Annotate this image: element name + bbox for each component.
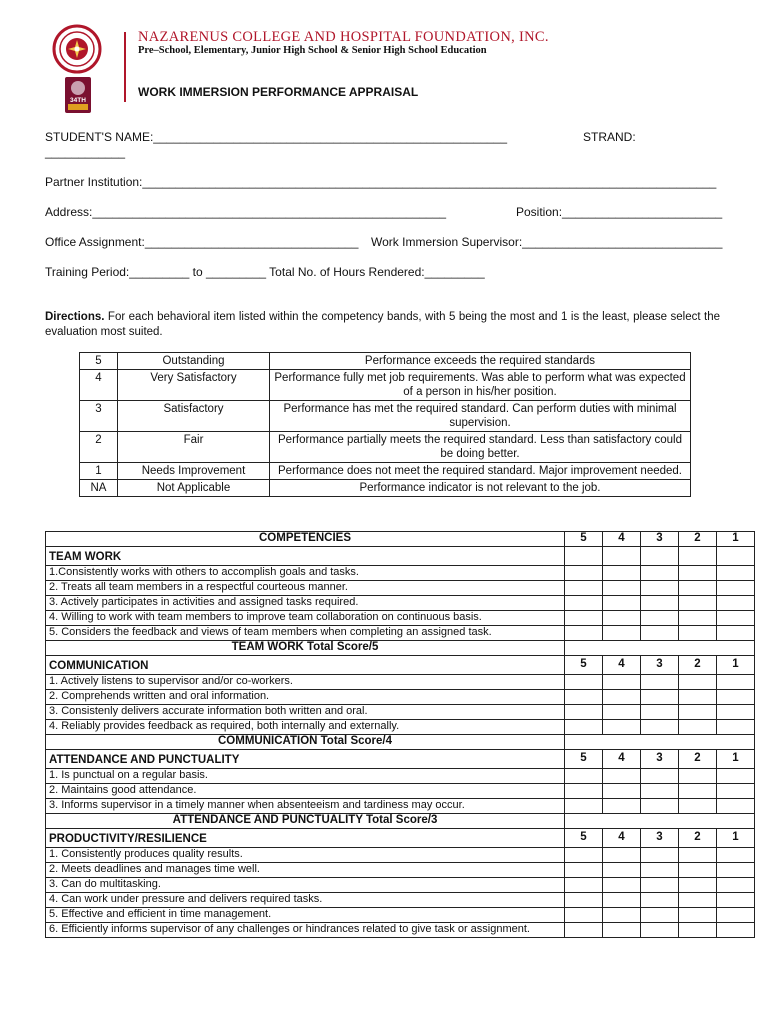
rating-description: Performance has met the required standard. Can perform duties with minimal supervision. <box>270 401 691 432</box>
rating-label: Satisfactory <box>118 401 270 432</box>
directions-text: For each behavioral item listed within the competency bands, with 5 being the most and 1 is the least, please select the evaluation most suited. <box>45 311 720 338</box>
training-period-field[interactable]: Training Period:_________ to _________ Total No. of Hours Rendered:_________ <box>45 265 485 279</box>
competency-item: 3. Informs supervisor in a timely manner when absenteeism and tardiness may occur. <box>46 799 565 814</box>
total-score-cell[interactable] <box>565 735 755 750</box>
score-cell[interactable] <box>679 690 717 705</box>
score-cell[interactable] <box>679 784 717 799</box>
score-cell[interactable] <box>641 690 679 705</box>
score-cell[interactable] <box>679 547 717 566</box>
score-cell[interactable] <box>641 908 679 923</box>
score-cell[interactable] <box>603 878 641 893</box>
student-name-field[interactable]: STUDENT'S NAME:_____________________________________________________ <box>45 130 508 144</box>
rating-score: 2 <box>80 432 118 463</box>
score-header-2: 2 <box>679 750 717 769</box>
header-divider <box>124 32 126 102</box>
table-row <box>46 675 755 690</box>
score-cell[interactable] <box>565 705 603 720</box>
score-cell[interactable] <box>565 784 603 799</box>
score-cell[interactable] <box>603 720 641 735</box>
score-header-5: 5 <box>565 532 603 547</box>
score-cell[interactable] <box>565 878 603 893</box>
score-cell[interactable] <box>565 690 603 705</box>
rating-label: Fair <box>118 432 270 463</box>
score-cell[interactable] <box>565 566 603 581</box>
score-header-2: 2 <box>679 656 717 675</box>
competency-item: 5. Considers the feedback and views of team members when completing an assigned task. <box>46 626 565 641</box>
competency-item: 4. Willing to work with team members to improve team collaboration on continuous basis. <box>46 611 565 626</box>
competencies-table <box>45 531 755 938</box>
score-cell[interactable] <box>565 720 603 735</box>
score-cell[interactable] <box>641 848 679 863</box>
category-title: COMMUNICATION <box>46 656 565 675</box>
score-header-4: 4 <box>603 532 641 547</box>
competency-item: 3. Actively participates in activities and assigned tasks required. <box>46 596 565 611</box>
table-row <box>46 769 755 784</box>
competency-item: 2. Maintains good attendance. <box>46 784 565 799</box>
badge-text: 34TH <box>70 97 86 104</box>
score-cell[interactable] <box>603 675 641 690</box>
score-header-1: 1 <box>717 656 755 675</box>
competency-item: 2. Meets deadlines and manages time well. <box>46 863 565 878</box>
rating-row <box>80 401 691 432</box>
score-cell[interactable] <box>717 769 755 784</box>
score-header-3: 3 <box>641 532 679 547</box>
score-cell[interactable] <box>717 893 755 908</box>
score-cell[interactable] <box>717 611 755 626</box>
category-title: TEAM WORK <box>46 547 565 566</box>
score-cell[interactable] <box>717 923 755 938</box>
rating-label: Not Applicable <box>118 480 270 497</box>
total-row-communication <box>46 735 755 750</box>
score-header-1: 1 <box>717 750 755 769</box>
competency-item: 6. Efficiently informs supervisor of any challenges or hindrances related to give task or assignment. <box>46 923 565 938</box>
score-cell[interactable] <box>641 547 679 566</box>
score-cell[interactable] <box>603 705 641 720</box>
score-cell[interactable] <box>565 863 603 878</box>
score-cell[interactable] <box>603 611 641 626</box>
partner-institution-field[interactable]: Partner Institution:______________________________________________________________________________________ <box>45 175 717 189</box>
competencies-header-row <box>46 532 755 547</box>
score-cell[interactable] <box>603 908 641 923</box>
score-cell[interactable] <box>603 799 641 814</box>
office-assignment-field[interactable]: Office Assignment:________________________________ <box>45 235 359 249</box>
table-row <box>46 596 755 611</box>
category-row-attendance <box>46 750 755 769</box>
score-cell[interactable] <box>603 893 641 908</box>
score-cell[interactable] <box>603 784 641 799</box>
total-score-label: ATTENDANCE AND PUNCTUALITY Total Score/3 <box>46 814 565 829</box>
school-seal-icon <box>52 24 102 74</box>
table-row <box>46 799 755 814</box>
competency-item: 4. Reliably provides feedback as required, both internally and externally. <box>46 720 565 735</box>
rating-label: Needs Improvement <box>118 463 270 480</box>
score-cell[interactable] <box>679 923 717 938</box>
table-row <box>46 863 755 878</box>
total-score-label: TEAM WORK Total Score/5 <box>46 641 565 656</box>
competency-item: 1.Consistently works with others to accomplish goals and tasks. <box>46 566 565 581</box>
table-row <box>46 923 755 938</box>
score-cell[interactable] <box>679 893 717 908</box>
school-levels: Pre–School, Elementary, Junior High School & Senior High School Education <box>138 45 487 56</box>
score-cell[interactable] <box>641 611 679 626</box>
score-cell[interactable] <box>717 566 755 581</box>
score-cell[interactable] <box>679 705 717 720</box>
total-score-label: COMMUNICATION Total Score/4 <box>46 735 565 750</box>
score-cell[interactable] <box>565 923 603 938</box>
score-cell[interactable] <box>565 769 603 784</box>
rating-label: Very Satisfactory <box>118 370 270 401</box>
document-title: WORK IMMERSION PERFORMANCE APPRAISAL <box>138 85 419 99</box>
rating-score: 4 <box>80 370 118 401</box>
score-cell[interactable] <box>679 566 717 581</box>
score-header-4: 4 <box>603 656 641 675</box>
competency-item: 2. Comprehends written and oral information. <box>46 690 565 705</box>
table-row <box>46 893 755 908</box>
table-row <box>46 878 755 893</box>
score-cell[interactable] <box>717 720 755 735</box>
total-score-cell[interactable] <box>565 641 755 656</box>
rating-row <box>80 463 691 480</box>
rating-label: Outstanding <box>118 353 270 370</box>
total-score-cell[interactable] <box>565 814 755 829</box>
score-cell[interactable] <box>603 547 641 566</box>
competency-item: 3. Can do multitasking. <box>46 878 565 893</box>
score-cell[interactable] <box>717 878 755 893</box>
category-title: PRODUCTIVITY/RESILIENCE <box>46 829 565 848</box>
directions <box>45 310 720 340</box>
rating-description: Performance fully met job requirements. Was able to perform what was expected of a person in his/her position. <box>270 370 691 401</box>
score-cell[interactable] <box>603 848 641 863</box>
score-header-5: 5 <box>565 750 603 769</box>
score-cell[interactable] <box>641 863 679 878</box>
score-cell[interactable] <box>603 690 641 705</box>
score-cell[interactable] <box>565 675 603 690</box>
score-cell[interactable] <box>641 784 679 799</box>
competency-item: 1. Consistently produces quality results. <box>46 848 565 863</box>
rating-description: Performance does not meet the required standard. Major improvement needed. <box>270 463 691 480</box>
score-cell[interactable] <box>679 720 717 735</box>
rating-row <box>80 432 691 463</box>
score-cell[interactable] <box>565 581 603 596</box>
rating-row <box>80 480 691 497</box>
score-cell[interactable] <box>565 611 603 626</box>
score-header-3: 3 <box>641 750 679 769</box>
score-header-1: 1 <box>717 532 755 547</box>
score-cell[interactable] <box>641 878 679 893</box>
score-cell[interactable] <box>679 596 717 611</box>
score-cell[interactable] <box>641 923 679 938</box>
address-field[interactable]: Address:_____________________________________________________ <box>45 205 447 219</box>
table-row <box>46 784 755 799</box>
score-cell[interactable] <box>565 547 603 566</box>
category-title: ATTENDANCE AND PUNCTUALITY <box>46 750 565 769</box>
score-cell[interactable] <box>641 626 679 641</box>
score-header-3: 3 <box>641 829 679 848</box>
score-cell[interactable] <box>641 566 679 581</box>
score-header-5: 5 <box>565 656 603 675</box>
table-row <box>46 720 755 735</box>
competency-item: 5. Effective and efficient in time management. <box>46 908 565 923</box>
score-cell[interactable] <box>565 626 603 641</box>
score-cell[interactable] <box>565 848 603 863</box>
table-row <box>46 705 755 720</box>
total-row-team-work <box>46 641 755 656</box>
score-cell[interactable] <box>679 626 717 641</box>
score-cell[interactable] <box>717 848 755 863</box>
score-cell[interactable] <box>603 596 641 611</box>
score-cell[interactable] <box>641 675 679 690</box>
rating-description: Performance partially meets the required standard. Less than satisfactory could be doing better. <box>270 432 691 463</box>
score-header-3: 3 <box>641 656 679 675</box>
rating-row <box>80 370 691 401</box>
table-row <box>46 908 755 923</box>
competencies-header: COMPETENCIES <box>46 532 565 547</box>
table-row <box>46 581 755 596</box>
total-row-attendance <box>46 814 755 829</box>
directions-label: Directions. <box>45 311 105 323</box>
rating-score: 1 <box>80 463 118 480</box>
rating-score: 5 <box>80 353 118 370</box>
score-cell[interactable] <box>717 690 755 705</box>
category-row-productivity <box>46 829 755 848</box>
score-header-4: 4 <box>603 750 641 769</box>
score-cell[interactable] <box>679 799 717 814</box>
score-cell[interactable] <box>641 596 679 611</box>
rating-description: Performance indicator is not relevant to the job. <box>270 480 691 497</box>
competency-item: 3. Consistenly delivers accurate information both written and oral. <box>46 705 565 720</box>
rating-score: 3 <box>80 401 118 432</box>
position-field[interactable]: Position:________________________ <box>516 205 723 219</box>
score-cell[interactable] <box>641 720 679 735</box>
score-cell[interactable] <box>679 908 717 923</box>
score-header-1: 1 <box>717 829 755 848</box>
score-cell[interactable] <box>717 581 755 596</box>
school-name: NAZARENUS COLLEGE AND HOSPITAL FOUNDATION, INC. <box>138 29 549 45</box>
score-cell[interactable] <box>603 581 641 596</box>
score-cell[interactable] <box>603 769 641 784</box>
score-cell[interactable] <box>679 611 717 626</box>
score-cell[interactable] <box>717 596 755 611</box>
score-cell[interactable] <box>717 908 755 923</box>
anniversary-badge-icon <box>65 77 91 113</box>
score-cell[interactable] <box>565 799 603 814</box>
score-cell[interactable] <box>679 675 717 690</box>
rating-scale-table <box>79 352 691 497</box>
category-row-communication <box>46 656 755 675</box>
score-header-2: 2 <box>679 829 717 848</box>
score-cell[interactable] <box>679 878 717 893</box>
score-cell[interactable] <box>641 705 679 720</box>
table-row <box>46 690 755 705</box>
score-header-5: 5 <box>565 829 603 848</box>
rating-row <box>80 353 691 370</box>
table-row <box>46 611 755 626</box>
score-cell[interactable] <box>679 581 717 596</box>
score-cell[interactable] <box>603 863 641 878</box>
score-cell[interactable] <box>679 863 717 878</box>
rating-description: Performance exceeds the required standards <box>270 353 691 370</box>
score-header-4: 4 <box>603 829 641 848</box>
score-cell[interactable] <box>603 626 641 641</box>
competency-item: 1. Actively listens to supervisor and/or co-workers. <box>46 675 565 690</box>
strand-label: STRAND: <box>583 130 636 144</box>
score-cell[interactable] <box>679 769 717 784</box>
table-row <box>46 566 755 581</box>
category-row-team-work <box>46 547 755 566</box>
score-cell[interactable] <box>641 769 679 784</box>
score-cell[interactable] <box>717 705 755 720</box>
score-cell[interactable] <box>603 923 641 938</box>
competency-item: 4. Can work under pressure and delivers required tasks. <box>46 893 565 908</box>
competency-item: 2. Treats all team members in a respectful courteous manner. <box>46 581 565 596</box>
score-cell[interactable] <box>565 908 603 923</box>
score-cell[interactable] <box>717 547 755 566</box>
rating-score: NA <box>80 480 118 497</box>
score-cell[interactable] <box>717 863 755 878</box>
score-header-2: 2 <box>679 532 717 547</box>
score-cell[interactable] <box>641 799 679 814</box>
score-cell[interactable] <box>717 626 755 641</box>
score-cell[interactable] <box>641 581 679 596</box>
score-cell[interactable] <box>679 848 717 863</box>
score-cell[interactable] <box>565 596 603 611</box>
score-cell[interactable] <box>717 675 755 690</box>
score-cell[interactable] <box>717 784 755 799</box>
table-row <box>46 848 755 863</box>
competency-item: 1. Is punctual on a regular basis. <box>46 769 565 784</box>
strand-field[interactable]: ____________ <box>45 145 126 159</box>
score-cell[interactable] <box>603 566 641 581</box>
score-cell[interactable] <box>717 799 755 814</box>
supervisor-field[interactable]: Work Immersion Supervisor:______________________________ <box>371 235 723 249</box>
score-cell[interactable] <box>641 893 679 908</box>
score-cell[interactable] <box>565 893 603 908</box>
table-row <box>46 626 755 641</box>
